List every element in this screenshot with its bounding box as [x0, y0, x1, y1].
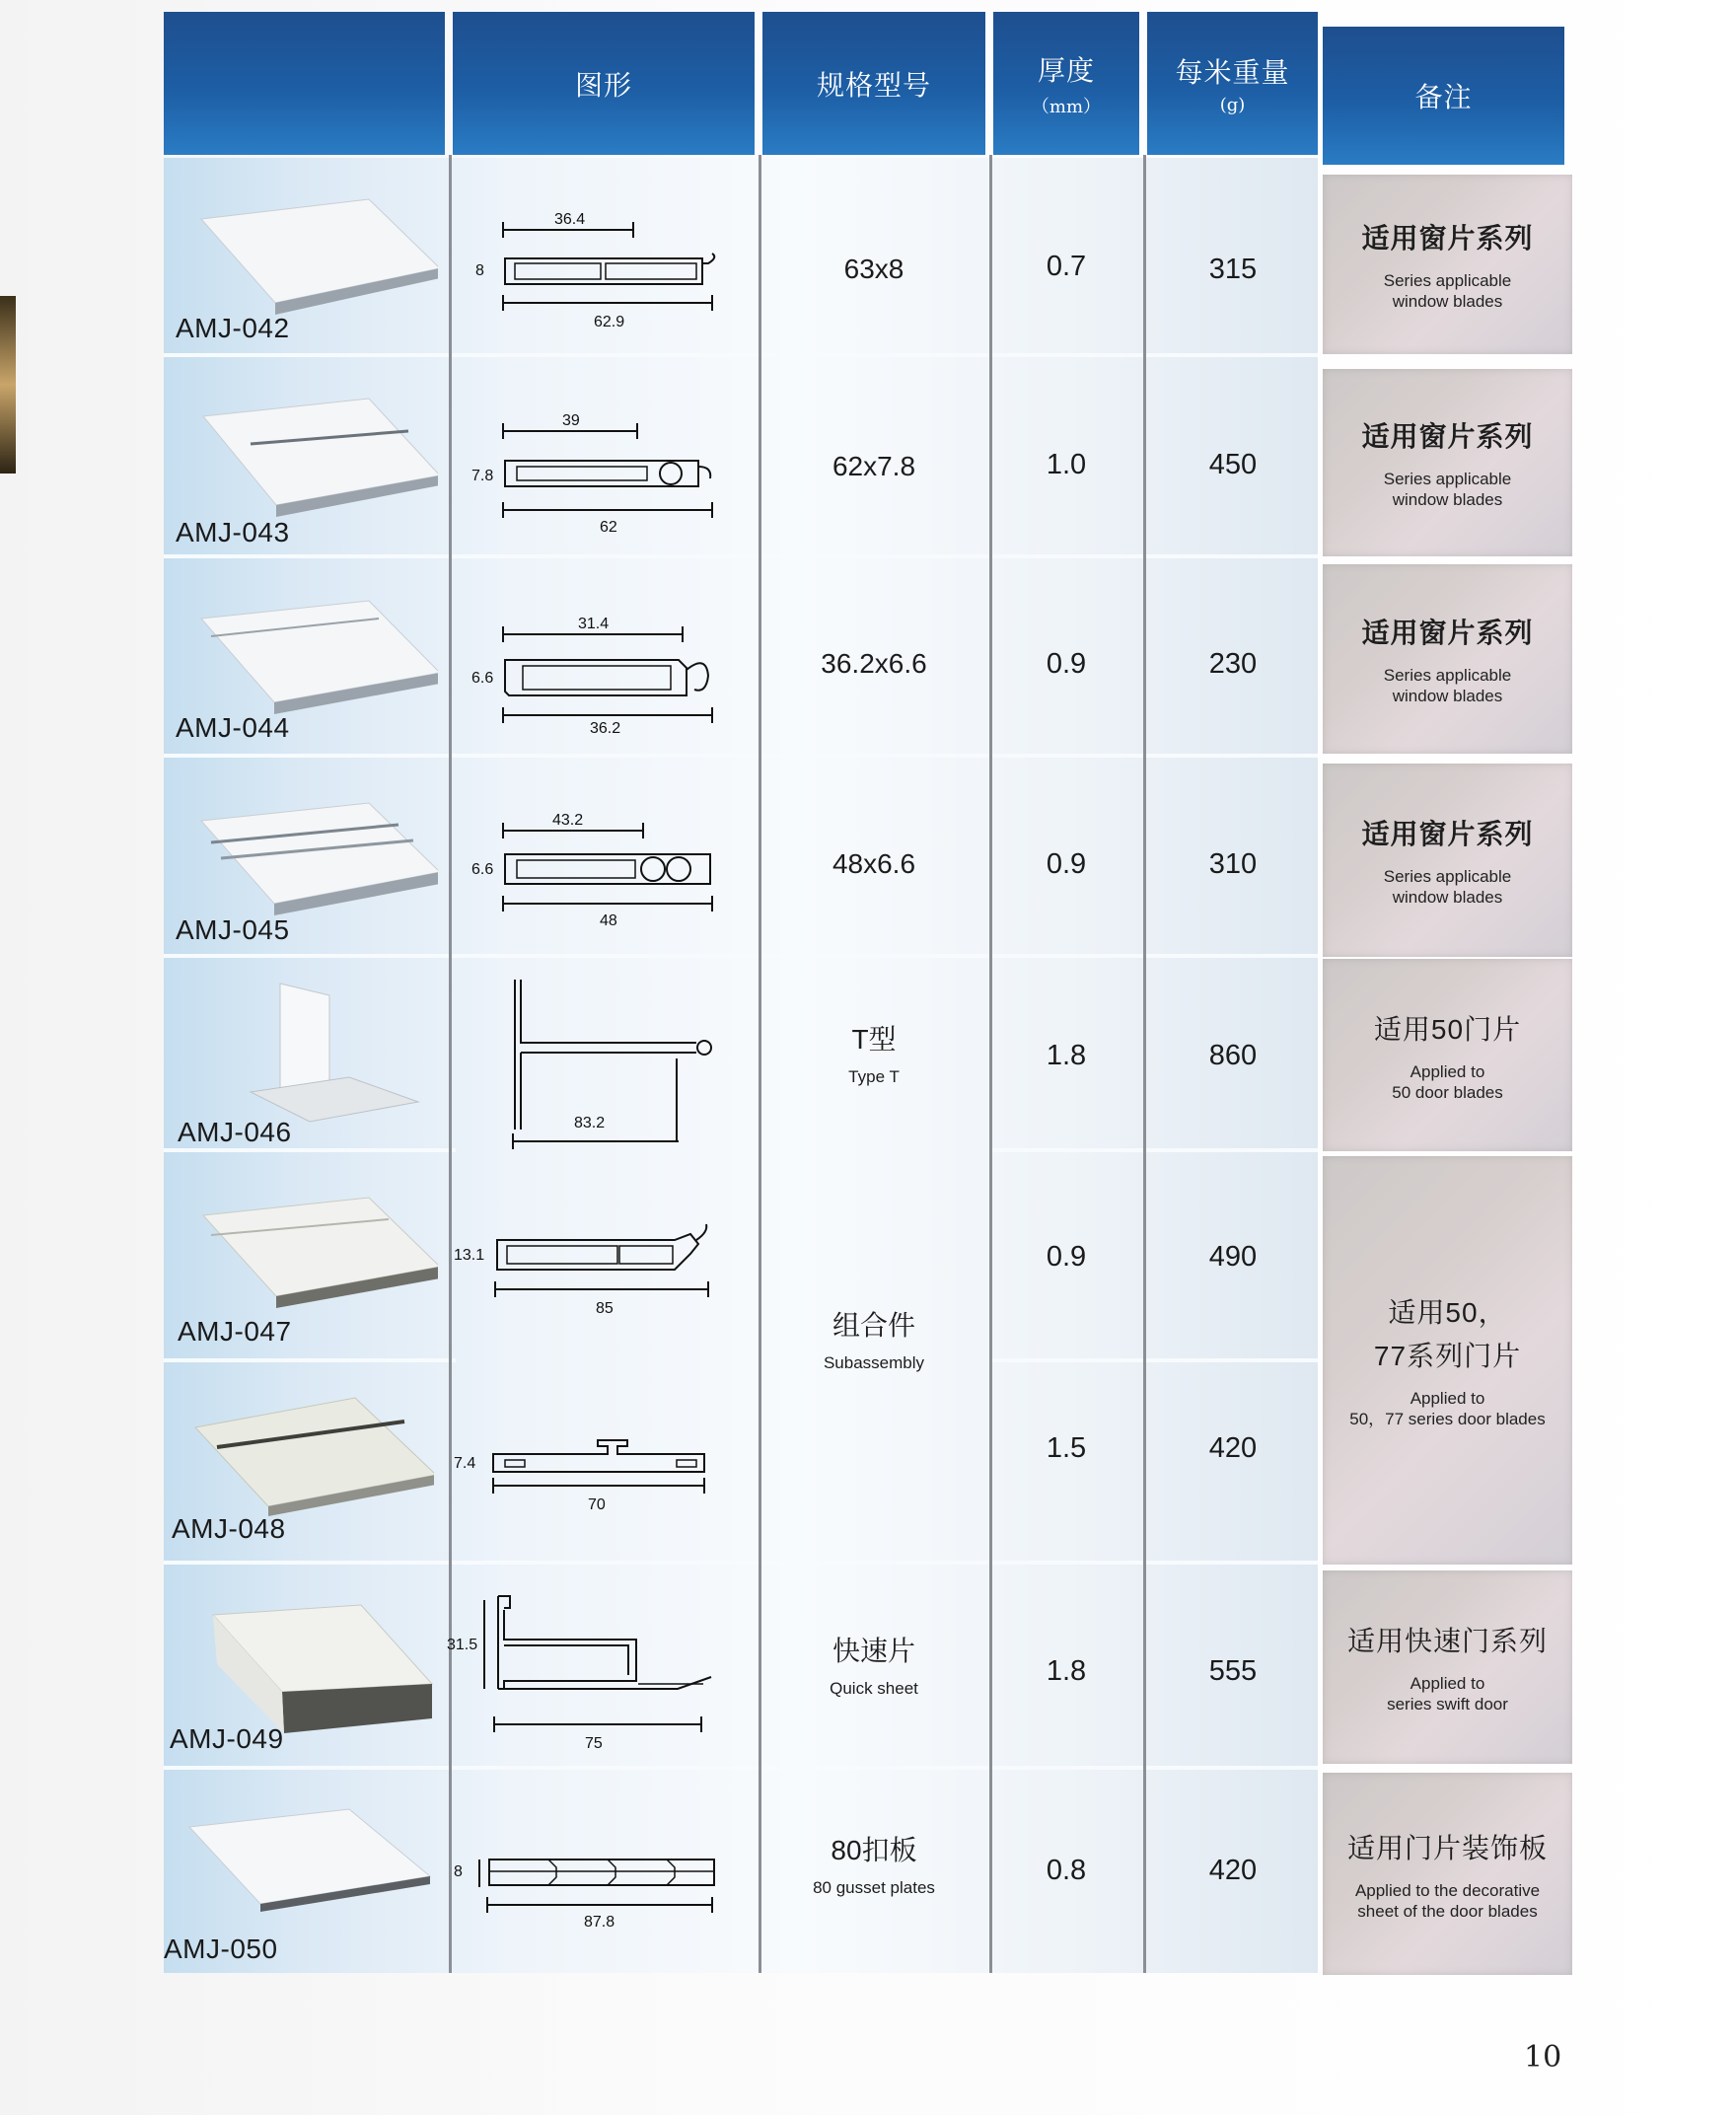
- spec-subtitle: Quick sheet: [830, 1679, 918, 1698]
- spec-value: 63x8: [843, 254, 904, 284]
- model-number: AMJ-049: [170, 1723, 284, 1754]
- dim-top: 31.4: [578, 616, 610, 632]
- thickness-value: 1.8: [1046, 1655, 1087, 1687]
- note-en-line2: window blades: [1392, 888, 1503, 907]
- cross-section-drawing: [460, 599, 756, 747]
- spec-value: 80扣板: [831, 1835, 917, 1865]
- note-en-line2: 50 door blades: [1392, 1082, 1503, 1102]
- cross-section-drawing: [445, 1580, 760, 1758]
- note-en-line2: window blades: [1392, 687, 1503, 705]
- dim-bottom: 62: [600, 519, 617, 536]
- note-cell: [1323, 369, 1572, 556]
- header-photo-cell: [164, 12, 445, 155]
- note-en-line2: 50，77 series door blades: [1349, 1410, 1546, 1428]
- cross-section-drawing: [450, 1832, 756, 1940]
- dim-bottom: 75: [585, 1735, 603, 1752]
- thickness-value: 0.7: [1046, 251, 1087, 282]
- cross-section-drawing: [460, 401, 756, 549]
- product-photo: [181, 377, 438, 535]
- dim-bottom: 87.8: [584, 1914, 615, 1931]
- note-cn: 适用快速门系列: [1346, 1626, 1548, 1656]
- note-en-line2: series swift door: [1387, 1695, 1508, 1714]
- note-cn: 适用门片装饰板: [1346, 1832, 1548, 1863]
- weight-value: 555: [1208, 1655, 1258, 1687]
- spec-cell: [762, 1018, 985, 1087]
- dim-bottom: 48: [600, 912, 617, 929]
- spec-cell: [762, 1829, 985, 1898]
- weight-value: 420: [1208, 1432, 1258, 1464]
- header-weight: [1147, 12, 1318, 155]
- note-en-line1: Applied to the decorative: [1354, 1880, 1541, 1900]
- dim-bottom: 62.9: [594, 314, 625, 330]
- header-shape: [453, 12, 755, 155]
- note-cell-merged: [1323, 1156, 1572, 1565]
- dim-side: 6.6: [471, 670, 494, 687]
- model-number: AMJ-045: [176, 914, 290, 945]
- thickness-value: 0.9: [1046, 1241, 1087, 1273]
- row-divider: [164, 1358, 456, 1362]
- weight-value: 310: [1208, 848, 1258, 880]
- note-cn: 适用窗片系列: [1361, 618, 1534, 648]
- weight-value: 420: [1208, 1855, 1258, 1886]
- product-photo: [181, 180, 438, 328]
- note-en-line1: Series applicable: [1383, 470, 1512, 488]
- note-cell: [1323, 959, 1572, 1151]
- header-thickness-unit: （mm）: [1031, 96, 1102, 117]
- dim-side: 8: [475, 262, 484, 279]
- cross-section-drawing: [460, 194, 756, 342]
- model-number: AMJ-043: [176, 517, 290, 547]
- note-cn-line2: 77系列门片: [1373, 1341, 1522, 1371]
- dim-side: 6.6: [471, 861, 494, 878]
- header-weight-unit: (g): [1219, 95, 1246, 115]
- thickness-value: 0.8: [1046, 1855, 1087, 1886]
- spec-value: 62x7.8: [832, 451, 916, 481]
- note-cell: [1323, 1570, 1572, 1764]
- dim-side: 8: [454, 1863, 463, 1880]
- header-weight-label: 每米重量: [1175, 56, 1290, 89]
- weight-value: 450: [1208, 449, 1258, 480]
- note-en: [1349, 1388, 1545, 1429]
- header-note: [1323, 27, 1564, 165]
- dim-side: 7.4: [454, 1455, 476, 1472]
- weight-value: 860: [1208, 1040, 1258, 1071]
- thickness-value: 0.9: [1046, 848, 1087, 880]
- note-en-line2: window blades: [1392, 292, 1503, 311]
- row-divider: [164, 1148, 456, 1152]
- header-thickness-label: 厚度: [1037, 53, 1095, 87]
- product-photo: [178, 1378, 434, 1536]
- model-number: AMJ-042: [176, 313, 290, 343]
- column-line: [1143, 155, 1146, 1973]
- product-table: [164, 12, 1564, 1973]
- note-en-line1: Applied to: [1410, 1674, 1485, 1693]
- cross-section-drawing: [460, 801, 756, 949]
- dim-bottom: 36.2: [590, 720, 621, 737]
- dim-side: 31.5: [447, 1637, 478, 1653]
- thickness-value: 1.8: [1046, 1040, 1087, 1071]
- note-en-line1: Applied to: [1410, 1061, 1485, 1081]
- weight-value: 230: [1208, 648, 1258, 680]
- note-cell: [1323, 175, 1572, 354]
- row-divider: [992, 1148, 1318, 1152]
- product-photo: [172, 1787, 438, 1935]
- note-en: [1387, 1673, 1508, 1714]
- note-en: [1355, 1880, 1540, 1922]
- model-number: AMJ-048: [172, 1513, 286, 1544]
- dim-side: 7.8: [471, 468, 494, 484]
- product-photo: [174, 1575, 440, 1743]
- cross-section-drawing: [450, 1421, 756, 1529]
- spec-cell: [762, 1630, 985, 1699]
- column-line: [989, 155, 992, 1973]
- thickness-value: 0.9: [1046, 648, 1087, 680]
- header-spec-label: 规格型号: [816, 68, 931, 102]
- row-divider: [992, 1358, 1318, 1362]
- spec-subtitle: Type T: [848, 1067, 900, 1086]
- thickness-value: 1.0: [1046, 449, 1087, 480]
- dim-bottom: 83.2: [574, 1115, 606, 1131]
- note-en: [1384, 665, 1511, 706]
- spec-cell-merged: [762, 1304, 985, 1373]
- spec-value: 组合件: [832, 1310, 915, 1341]
- note-en: [1392, 1061, 1502, 1103]
- product-photo: [181, 781, 438, 929]
- dim-bottom: 85: [596, 1300, 614, 1317]
- page-number: 10: [1524, 2040, 1562, 2075]
- dim-top: 43.2: [552, 812, 584, 829]
- note-cell: [1323, 1773, 1572, 1975]
- note-cn: 适用50门片: [1373, 1013, 1522, 1045]
- note-cn: 适用窗片系列: [1361, 223, 1534, 254]
- note-cn-line1: 适用50，: [1388, 1297, 1507, 1328]
- model-number: AMJ-050: [164, 1933, 278, 1964]
- spec-value: 快速片: [832, 1636, 915, 1666]
- note-en: [1384, 469, 1511, 510]
- thickness-value: 1.5: [1046, 1432, 1087, 1464]
- dim-top: 36.4: [554, 211, 586, 228]
- spec-value: 48x6.6: [832, 848, 916, 879]
- product-photo: [181, 579, 438, 727]
- weight-value: 315: [1208, 254, 1258, 285]
- header-shape-label: 图形: [574, 68, 632, 102]
- note-en-line1: Series applicable: [1383, 271, 1512, 290]
- note-en-line1: Applied to: [1410, 1389, 1485, 1408]
- note-en: [1384, 866, 1511, 908]
- model-number: AMJ-046: [178, 1117, 292, 1147]
- note-en-line2: sheet of the door blades: [1357, 1901, 1538, 1921]
- page-binding-edge: [0, 296, 16, 474]
- weight-value: 490: [1208, 1241, 1258, 1273]
- model-number: AMJ-047: [178, 1316, 292, 1347]
- dim-bottom: 70: [588, 1496, 606, 1513]
- note-cell: [1323, 764, 1572, 957]
- dim-top: 39: [562, 412, 580, 429]
- spec-subtitle: Subassembly: [823, 1353, 925, 1372]
- cross-section-drawing: [460, 964, 756, 1161]
- spec-subtitle: 80 gusset plates: [813, 1878, 935, 1897]
- product-photo: [181, 1176, 438, 1324]
- note-en-line1: Series applicable: [1383, 867, 1512, 886]
- dim-side: 13.1: [454, 1247, 485, 1264]
- note-en-line1: Series applicable: [1383, 666, 1512, 685]
- note-cn: 适用窗片系列: [1361, 421, 1534, 452]
- model-number: AMJ-044: [176, 712, 290, 743]
- note-cell: [1323, 564, 1572, 754]
- spec-value: 36.2x6.6: [821, 648, 927, 679]
- note-en: [1384, 270, 1511, 312]
- header-spec: [762, 12, 985, 155]
- header-note-label: 备注: [1414, 81, 1473, 113]
- note-en-line2: window blades: [1392, 490, 1503, 509]
- note-cn: 适用窗片系列: [1361, 819, 1534, 849]
- spec-value: T型: [851, 1024, 897, 1055]
- cross-section-drawing: [450, 1210, 756, 1319]
- header-thickness: [993, 12, 1139, 155]
